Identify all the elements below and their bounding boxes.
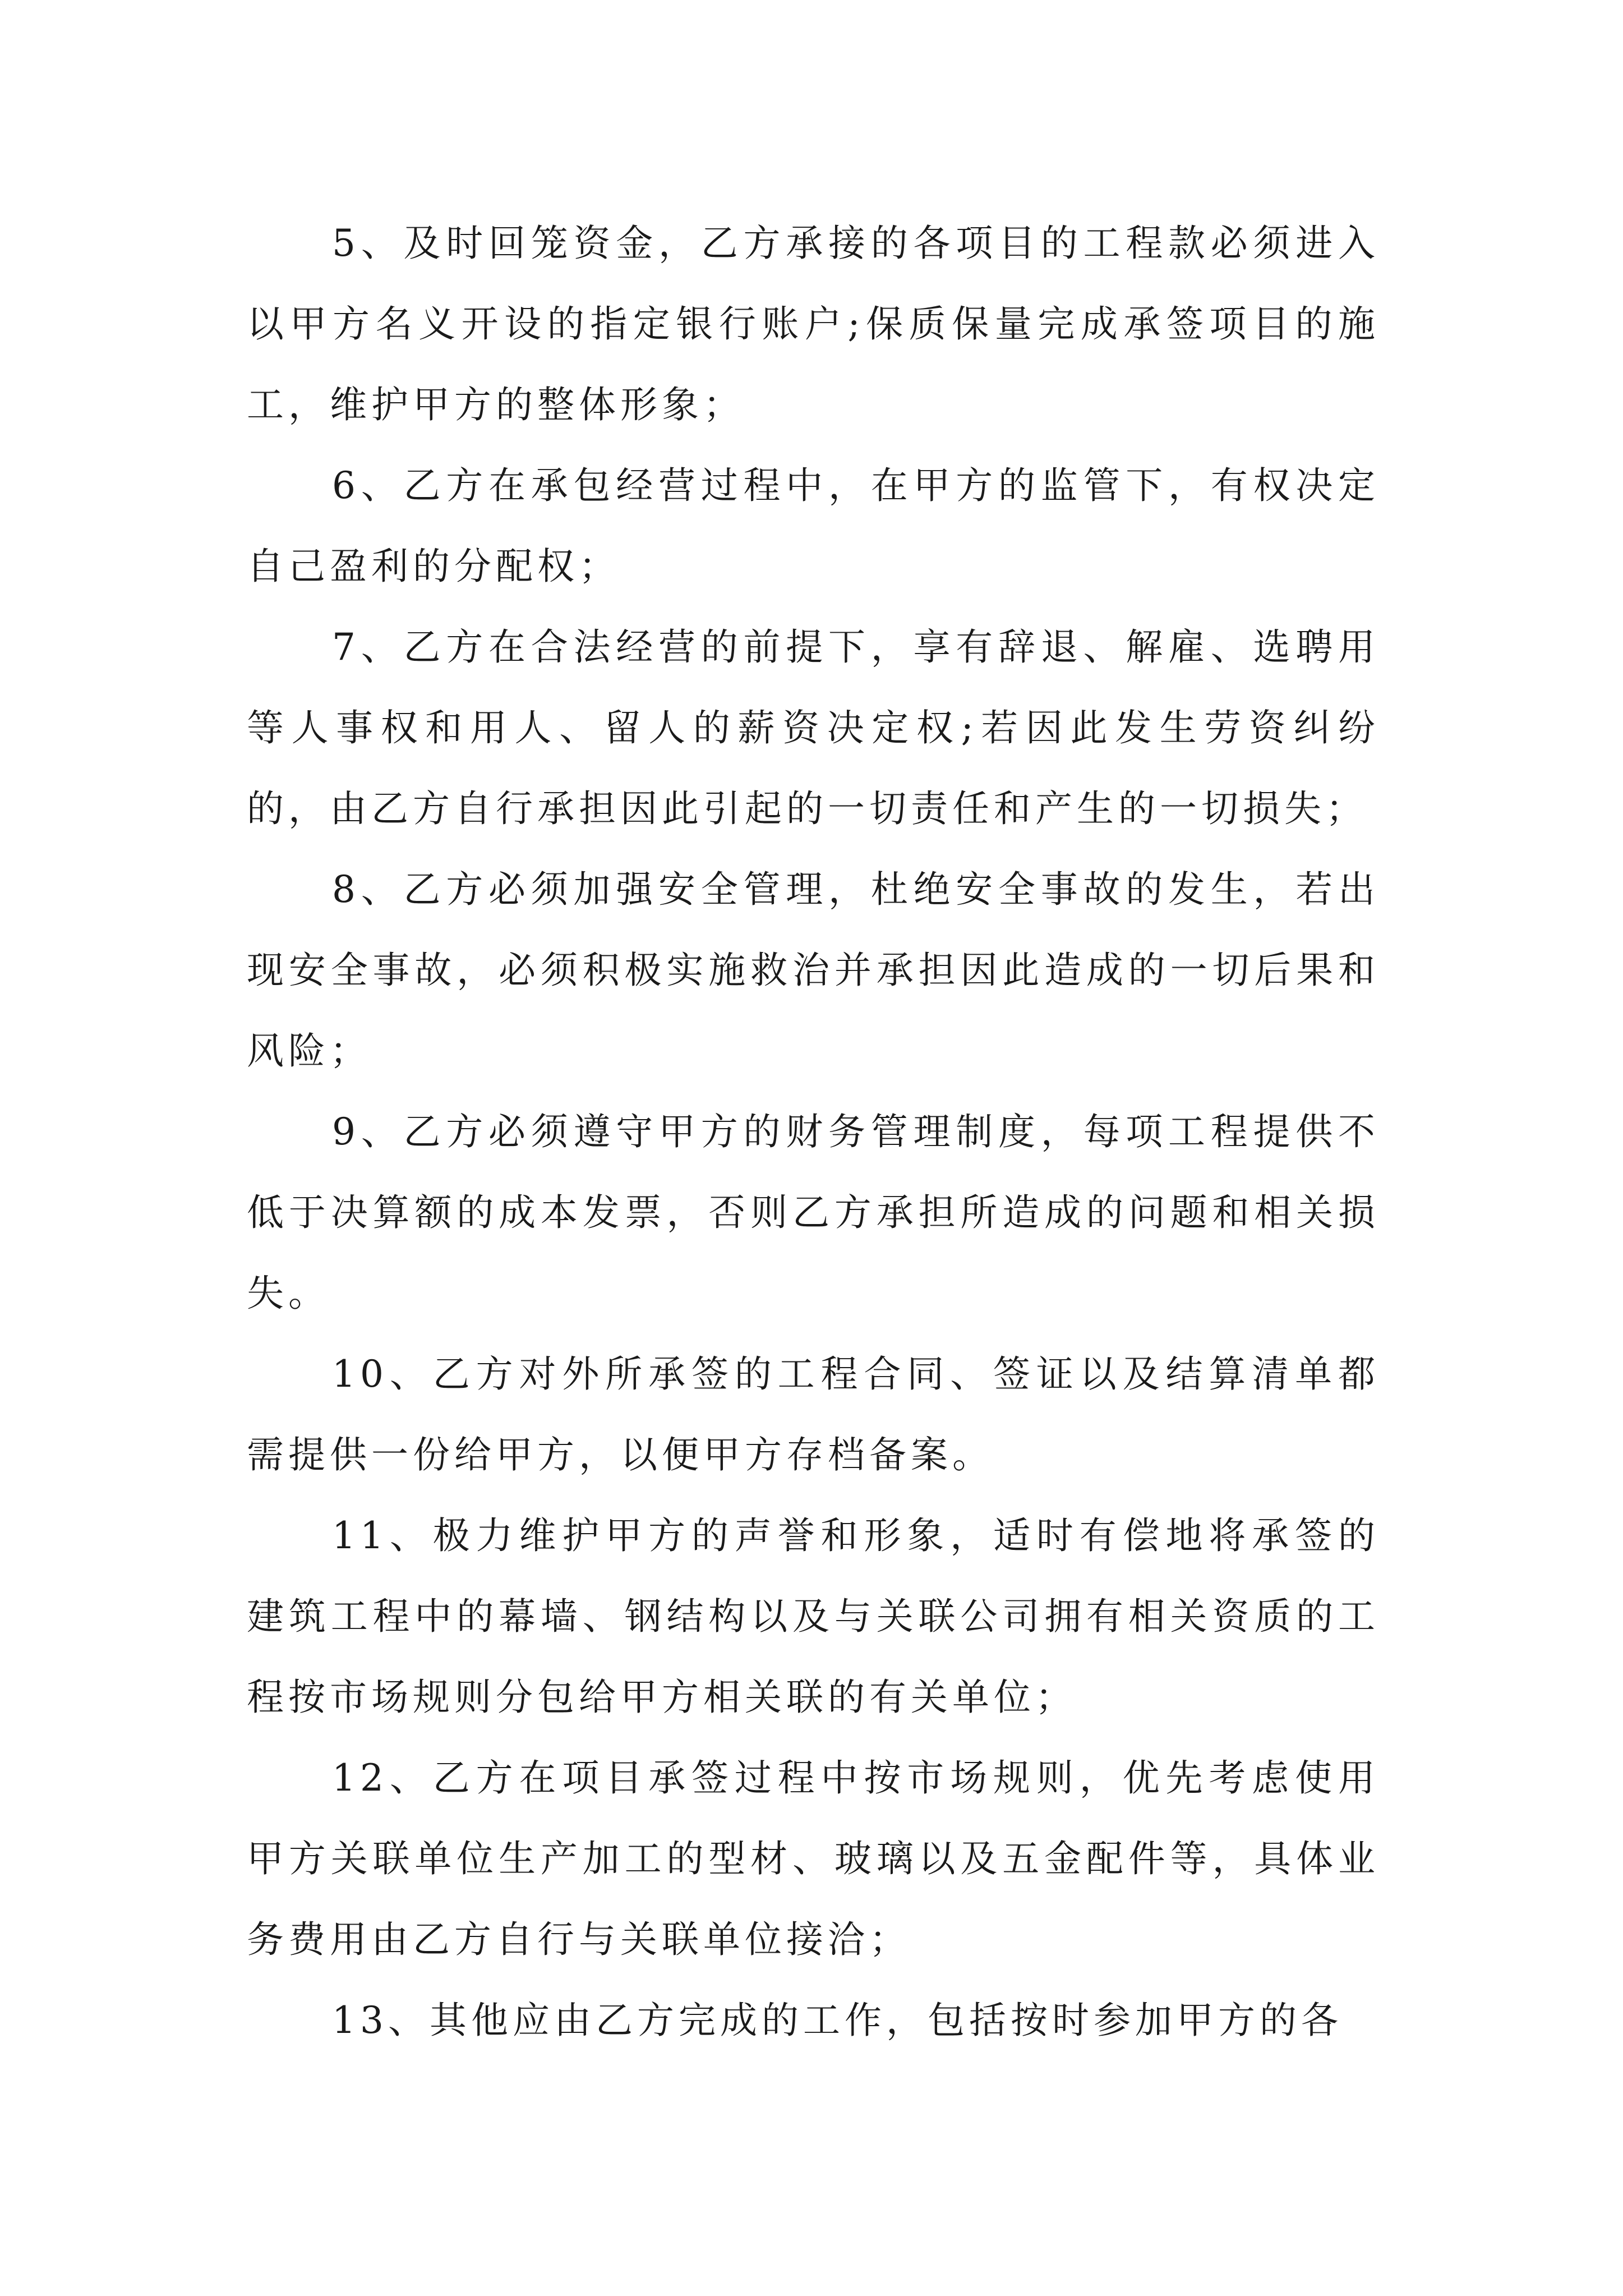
- paragraph-item-8: 8、乙方必须加强安全管理，杜绝安全事故的发生，若出现安全事故，必须积极实施救治并承担因此造成的一切后果和风险；: [247, 868, 1380, 1073]
- paragraph-item-6: 6、乙方在承包经营过程中，在甲方的监管下，有权决定自己盈利的分配权；: [247, 464, 1380, 588]
- paragraph-item-12: 12、乙方在项目承签过程中按市场规则，优先考虑使用甲方关联单位生产加工的型材、玻璃以及五金配件等，具体业务费用由乙方自行与关联单位接洽；: [247, 1756, 1380, 1961]
- paragraph-item-13: 13、其他应由乙方完成的工作，包括按时参加甲方的各: [332, 1999, 1343, 2042]
- paragraph-item-7: 7、乙方在合法经营的前提下，享有辞退、解雇、选聘用等人事权和用人、留人的薪资决定权;若因此发生劳资纠纷的，由乙方自行承担因此引起的一切责任和产生的一切损失；: [247, 625, 1380, 830]
- paragraph-item-5: 5、及时回笼资金，乙方承接的各项目的工程款必须进入以甲方名义开设的指定银行账户;保质保量完成承签项目的施工，维护甲方的整体形象；: [247, 222, 1380, 426]
- paragraph-item-10: 10、乙方对外所承签的工程合同、签证以及结算清单都需提供一份给甲方，以便甲方存档备案。: [247, 1352, 1380, 1476]
- paragraph-item-11: 11、极力维护甲方的声誉和形象，适时有偿地将承签的建筑工程中的幕墙、钢结构以及与关联公司拥有相关资质的工程按市场规则分包给甲方相关联的有关单位；: [247, 1514, 1380, 1719]
- document-body: [247, 203, 1380, 2061]
- paragraph-item-9: 9、乙方必须遵守甲方的财务管理制度，每项工程提供不低于决算额的成本发票，否则乙方承担所造成的问题和相关损失。: [247, 1110, 1380, 1315]
